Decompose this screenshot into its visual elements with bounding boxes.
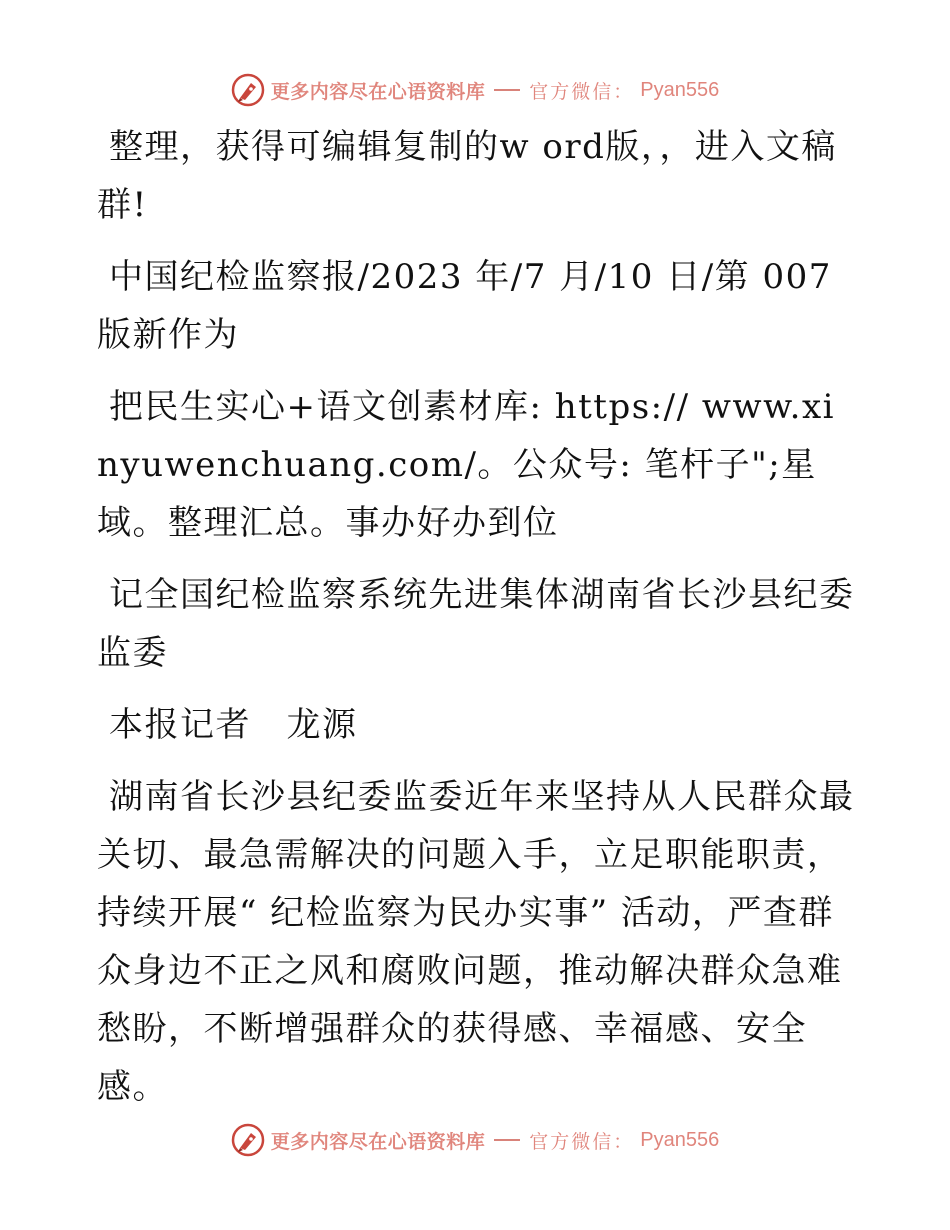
watermark-wechat-id: Pyan556 (640, 1128, 720, 1151)
pen-nib-logo-icon (231, 1123, 265, 1157)
pen-nib-logo-icon (231, 73, 265, 107)
watermark-wechat-label: 官方微信： (529, 1130, 635, 1153)
watermark-dash (494, 89, 520, 91)
paragraph-body: 湖南省长沙县纪委监委近年来坚持从人民群众最关切、最急需解决的问题入手，立足职能职责，持续开展“ 纪检监察为民办实事” 活动，严查群众身边不正之风和腐败问题，推动解决群众急难愁盼，不断增强群众的获得感、幸福感、安全感。 (97, 777, 855, 1107)
paragraph-intro: 整理，获得可编辑复制的w ord版，，进入文稿群! (97, 127, 837, 225)
paragraph-subtitle: 记全国纪检监察系统先进集体湖南省长沙县纪委监委 (97, 575, 855, 673)
paragraph-byline: 本报记者 龙源 (109, 705, 358, 745)
watermark-wechat-label: 官方微信： (529, 80, 635, 103)
watermark-dash (494, 1139, 520, 1141)
header-watermark (0, 72, 950, 108)
paragraph-title: 把民生实心+语文创素材库: https:// www.xinyuwenchuang.com/。公众号: 笔杆子";星域。整理汇总。事办好办到位 (97, 387, 835, 543)
footer-watermark (0, 1122, 950, 1158)
watermark-wechat-id: Pyan556 (640, 78, 720, 101)
watermark-site-text: 更多内容尽在心语资料库 (270, 80, 486, 103)
article-body (97, 118, 857, 1130)
paragraph-source: 中国纪检监察报/2023 年/7 月/10 日/第 007 版新作为 (97, 257, 832, 355)
watermark-site-text: 更多内容尽在心语资料库 (270, 1130, 486, 1153)
